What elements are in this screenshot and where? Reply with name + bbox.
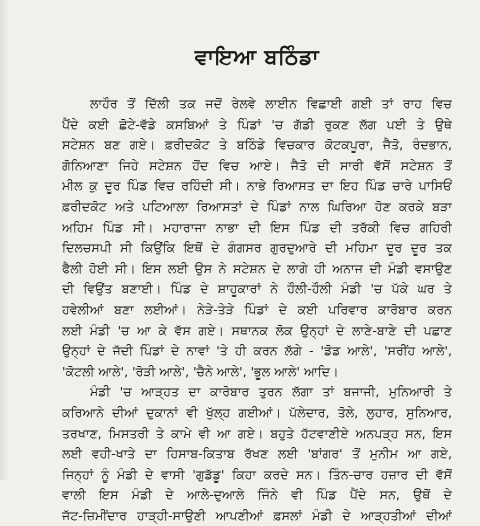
text-line: ਪੈਂਦੇ ਕਈ ਛੋਟੇ-ਵੱਡੇ ਕਸਬਿਆਂ ਤੇ ਪਿੰਡਾਂ 'ਚ ਗੱਡੀ ਰੁਕਣ ਲੱਗ ਪਈ ਤੇ ਉਥੇ [62, 116, 452, 132]
page-gutter-shadow [0, 0, 10, 480]
text-line: ਗੋਨਿਆਣਾ ਜਿਹੇ ਸਟੇਸ਼ਨ ਹੋਂਦ ਵਿਚ ਆਏ। ਜੈਤੋ ਦੀ ਸਾਰੀ ਵੱਸੋਂ ਸਟੇਸ਼ਨ ਤੋਂ [62, 157, 452, 173]
text-line: ਕਰਿਆਨੇ ਦੀਆਂ ਦੁਕਾਨਾਂ ਵੀ ਖੁੱਲ੍ਹ ਗਈਆਂ। ਪੱਲੇਦਾਰ, ਤੋਲੇ, ਲੁਹਾਰ, ਸੁਨਿਆਰ, [62, 404, 452, 420]
text-line: ਅਹਿਮ ਪਿੰਡ ਸੀ। ਮਹਾਰਾਜਾ ਨਾਭਾ ਦੀ ਇਸ ਪਿੰਡ ਦੀ ਤਰੱਕੀ ਵਿਚ ਗਹਿਰੀ [62, 219, 452, 235]
text-line: 'ਕੋਟਲੀ ਆਲੇ', 'ਰੋੜੀ ਆਲੇ', 'ਚੈਨੇ ਆਲੇ', 'ਭੂਲ ਆਲੇ' ਆਦਿ। [62, 363, 339, 379]
text-line: ਹਵੇਲੀਆਂ ਬਣਾ ਲਈਆਂ। ਨੇੜੇ-ਤੇੜੇ ਪਿੰਡਾਂ ਦੇ ਕਈ ਪਰਿਵਾਰ ਕਾਰੋਬਾਰ ਕਰਨ [62, 301, 452, 317]
text-line: ਲਈ ਮੰਡੀ 'ਚ ਆ ਕੇ ਵੱਸ ਗਏ। ਸਥਾਨਕ ਲੋਕ ਉਨ੍ਹਾਂ ਦੇ ਲਾਣੇ-ਬਾਣੇ ਦੀ ਪਛਾਣ [62, 322, 452, 338]
text-line: ਤਰਖਾਣ, ਮਿਸਤਰੀ ਤੇ ਕਾਮੇ ਵੀ ਆ ਗਏ। ਬਹੁਤੇ ਹੱਟਵਾਣੀਏ ਅਨਪੜ੍ਹ ਸਨ, ਇਸ [62, 425, 452, 441]
text-line: ਵਾਲੀ ਇਸ ਮੰਡੀ ਦੇ ਆਲੇ-ਦੁਆਲੇ ਜਿੰਨੇ ਵੀ ਪਿੰਡ ਪੈਂਦੇ ਸਨ, ਉਥੋਂ ਦੇ [62, 487, 452, 503]
text-line: ਜੱਟ-ਜ਼ਿਮੀਂਦਾਰ ਹਾੜ੍ਹੀ-ਸਾਉਣੀ ਆਪਣੀਆਂ ਫ਼ਸਲਾਂ ਮੰਡੀ ਦੇ ਆੜ੍ਹਤੀਆਂ ਦੀਆਂ [62, 507, 452, 523]
text-line: ਦਿਲਚਸਪੀ ਸੀ ਕਿਉਂਕਿ ਇਥੋਂ ਦੇ ਗੰਗਸਰ ਗੁਰਦੁਆਰੇ ਦੀ ਮਹਿਮਾ ਦੂਰ ਦੂਰ ਤਕ [62, 240, 452, 256]
text-line: ਦੀ ਵਿਉਂਤ ਬਣਾਈ। ਪਿੰਡ ਦੇ ਸ਼ਾਹੂਕਾਰਾਂ ਨੇ ਹੌਲੀ-ਹੌਲੀ ਮੰਡੀ 'ਚ ਪੱਕੇ ਘਰ ਤੇ [62, 281, 452, 297]
text-line: ਲਾਹੌਰ ਤੋਂ ਦਿੱਲੀ ਤਕ ਜਦੋਂ ਰੇਲਵੇ ਲਾਈਨ ਵਿਛਾਈ ਗਈ ਤਾਂ ਰਾਹ ਵਿਚ [90, 96, 452, 111]
text-line: ਉਨ੍ਹਾਂ ਦੇ ਜੱਦੀ ਪਿੰਡਾਂ ਦੇ ਨਾਵਾਂ 'ਤੇ ਹੀ ਕਰਨ ਲੱਗੇ - 'ਡੋਡ ਆਲੇ', 'ਸਰੀਂਹ ਆਲੇ', [62, 343, 452, 359]
text-line: ਮੀਲ ਕੁ ਦੂਰ ਪਿੰਡ ਵਿਚ ਰਹਿੰਦੀ ਸੀ। ਨਾਭੇ ਰਿਆਸਤ ਦਾ ਇਹ ਪਿੰਡ ਚਾਰੇ ਪਾਸਿਓਂ [62, 178, 452, 194]
text-line: ਫੈਲੀ ਹੋਈ ਸੀ। ਇਸ ਲਈ ਉਸ ਨੇ ਸਟੇਸ਼ਨ ਦੇ ਲਾਗੇ ਹੀ ਅਨਾਜ ਦੀ ਮੰਡੀ ਵਸਾਉਣ [62, 260, 452, 276]
text-line: ਲਈ ਵਹੀ-ਖਾਤੇ ਦਾ ਹਿਸਾਬ-ਕਿਤਾਬ ਰੱਖਣ ਲਈ 'ਬਾਂਗਰ' ਤੋਂ ਮੁਨੀਮ ਆ ਗਏ, [62, 446, 452, 462]
text-line: ਸਟੇਸ਼ਨ ਬਣ ਗਏ। ਫ਼ਰੀਦਕੋਟ ਤੇ ਬਠਿੰਡੇ ਵਿਚਕਾਰ ਕੋਟਕਪੂਰਾ, ਜੈਤੋ, ਰੰਦਭਾਨ, [62, 137, 452, 153]
text-line: ਜਿਨ੍ਹਾਂ ਨੂੰ ਮੰਡੀ ਦੇ ਵਾਸੀ 'ਗੁਡੱਡੂ' ਕਿਹਾ ਕਰਦੇ ਸਨ। ਤਿੰਨ-ਚਾਰ ਹਜ਼ਾਰ ਦੀ ਵੱਸੋਂ [62, 466, 452, 482]
text-line: ਮੰਡੀ 'ਚ ਆੜ੍ਹਤ ਦਾ ਕਾਰੋਬਾਰ ਤੁਰਨ ਲੱਗਾ ਤਾਂ ਬਜਾਜੀ, ਮੁਨਿਆਰੀ ਤੇ [90, 384, 452, 400]
text-line: ਫ਼ਰੀਦਕੋਟ ਅਤੇ ਪਟਿਆਲਾ ਰਿਆਸਤਾਂ ਦੇ ਪਿੰਡਾਂ ਨਾਲ ਘਿਰਿਆ ਹੋਣ ਕਰਕੇ ਬੜਾ [62, 198, 452, 214]
body-text [62, 94, 452, 526]
paragraph [62, 94, 452, 382]
paragraph [62, 382, 452, 526]
chapter-title: ਵਾਇਆ ਬਠਿੰਡਾ [194, 45, 320, 69]
